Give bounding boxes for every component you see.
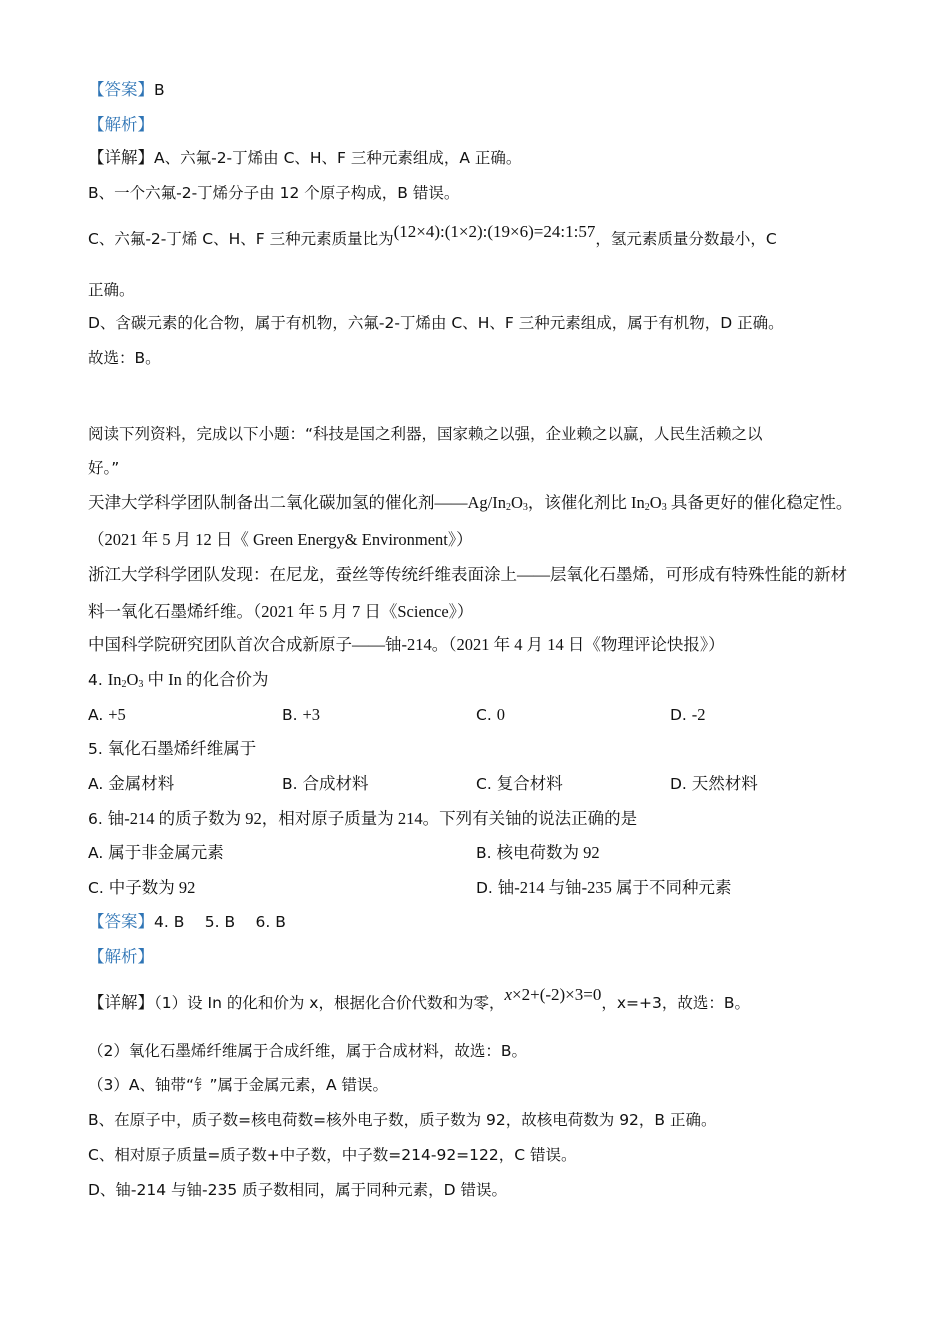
stem-part: In: [107, 670, 122, 689]
sub: 2: [644, 502, 650, 513]
option-label: C.: [88, 879, 109, 897]
p1-o: O: [511, 493, 523, 512]
detail-line-a: [88, 147, 521, 169]
option-label: B.: [282, 706, 303, 724]
detail2-line-2: （2）氧化石墨烯纤维属于合成纤维，属于合成材料，故选：B。: [88, 1042, 527, 1060]
q6-option-a[interactable]: [88, 842, 224, 864]
q6-option-b[interactable]: [476, 842, 600, 864]
option-text: 天然材料: [691, 774, 758, 793]
option-text: 金属材料: [108, 774, 175, 793]
answer-value: B: [154, 81, 165, 99]
mass-ratio-formula: (12×4):(1×2):(19×6)=24:1:57: [393, 222, 596, 241]
detail2-line-1: [88, 985, 751, 1014]
answer-line-1: [88, 79, 165, 101]
option-label: A.: [88, 706, 109, 724]
answer-tag: 【答案】: [88, 912, 154, 931]
passage-p2-2: 料一氧化石墨烯纤维。（2021 年 5 月 7 日《Science》）: [88, 602, 474, 621]
detail-line-b: B、一个六氟-2-丁烯分子由 12 个原子构成，B 错误。: [88, 184, 460, 202]
option-label: C.: [476, 706, 497, 724]
passage-intro-2: 好。”: [88, 459, 120, 477]
option-label: B.: [282, 775, 303, 793]
detail-line-c: [88, 222, 777, 250]
detail2-text-1-post: ，x=+3，故选：B。: [601, 994, 751, 1012]
formula-rest: ×2+(-2)×3=0: [512, 985, 602, 1004]
stem-part: 中 In 的化合价为: [143, 670, 269, 689]
option-text: 0: [496, 705, 505, 724]
sub: 3: [661, 502, 667, 513]
passage-p2-1: 浙江大学科学团队发现：在尼龙，蚕丝等传统纤维表面涂上——层氧化石墨烯，可形成有特殊性能的新材: [88, 565, 847, 584]
p1-mid: ，该催化剂比 In: [527, 493, 645, 512]
question-4-stem: [108, 670, 269, 689]
option-label: D.: [670, 706, 692, 724]
detail-text-c: C、六氟-2-丁烯 C、H、F 三种元素质量比为: [88, 230, 394, 248]
sub: 3: [522, 502, 528, 513]
detail2-line-4: B、在原子中，质子数=核电荷数=核外电子数，质子数为 92，故核电荷数为 92，B 正确。: [88, 1111, 717, 1129]
option-text: 合成材料: [302, 774, 369, 793]
option-label: C.: [476, 775, 497, 793]
question-4: [88, 669, 269, 691]
q6-option-d[interactable]: [476, 877, 732, 899]
detail2-text-1: （1）设 In 的化和价为 x，根据化合价代数和为零，: [154, 994, 505, 1012]
p1-text: 天津大学科学团队制备出二氧化碳加氢的催化剂——Ag/In: [88, 493, 506, 512]
question-5-stem: 氧化石墨烯纤维属于: [107, 739, 257, 758]
question-number: 4.: [88, 671, 108, 689]
option-label: A.: [88, 844, 109, 862]
sub: 3: [138, 679, 144, 690]
option-text: 核电荷数为 92: [496, 843, 600, 862]
q4-option-b[interactable]: [282, 704, 320, 726]
choose-line: 故选：B。: [88, 349, 161, 367]
option-text: 铀-214 与铀-235 属于不同种元素: [497, 878, 732, 897]
q5-option-a[interactable]: [88, 773, 174, 795]
q5-option-b[interactable]: [282, 773, 369, 795]
valence-formula: [504, 985, 601, 1004]
answer-line-2: [88, 911, 286, 933]
detail2-line-5: C、相对原子质量=质子数+中子数，中子数=214-92=122，C 错误。: [88, 1146, 577, 1164]
detail2-line-3: （3）A、铀带“钅”属于金属元素，A 错误。: [88, 1076, 389, 1094]
sub: 2: [506, 502, 511, 513]
q6-option-c[interactable]: [88, 877, 195, 899]
detail-line-d: D、含碳元素的化合物，属于有机物，六氟-2-丁烯由 C、H、F 三种元素组成，属于有机物，D 正确。: [88, 314, 784, 332]
option-text: +3: [302, 705, 321, 724]
analysis-tag: 【解析】: [88, 947, 154, 966]
question-number: 5.: [88, 740, 108, 758]
q4-option-c[interactable]: [476, 704, 505, 726]
question-number: 6.: [88, 810, 108, 828]
q5-option-c[interactable]: [476, 773, 563, 795]
passage-p3: 中国科学院研究团队首次合成新原子——铀-214。（2021 年 4 月 14 日《物理评论快报》）: [88, 635, 725, 654]
q5-option-d[interactable]: [670, 773, 758, 795]
formula-var: x: [504, 985, 513, 1004]
question-6-stem: 铀-214 的质子数为 92，相对原子质量为 214。下列有关铀的说法正确的是: [107, 809, 638, 828]
option-text: -2: [691, 705, 706, 724]
answer-tag: 【答案】: [88, 80, 154, 99]
option-label: B.: [476, 844, 497, 862]
option-label: D.: [670, 775, 692, 793]
option-text: 复合材料: [496, 774, 563, 793]
passage-intro-1: 阅读下列资料，完成以下小题：“科技是国之利器，国家赖之以强，企业赖之以赢，人民生活赖之以: [88, 425, 763, 443]
answer-value: 4. B 5. B 6. B: [154, 913, 286, 931]
q4-option-a[interactable]: [88, 704, 126, 726]
sub: 2: [121, 679, 127, 690]
option-text: +5: [108, 705, 126, 724]
detail-tag: 【详解】: [88, 993, 154, 1012]
option-label: A.: [88, 775, 109, 793]
p1-post: 具备更好的催化稳定性。: [666, 493, 853, 512]
analysis-tag: 【解析】: [88, 115, 154, 134]
detail-line-c-cont: 正确。: [88, 281, 135, 299]
question-6: [88, 808, 637, 830]
passage-p1-source: （2021 年 5 月 12 日《 Green Energy& Environment》）: [88, 530, 473, 549]
question-5: [88, 738, 256, 760]
q4-option-d[interactable]: [670, 704, 706, 726]
detail-text-a: A、六氟-2-丁烯由 C、H、F 三种元素组成，A 正确。: [154, 149, 522, 167]
stem-part: O: [126, 670, 139, 689]
detail-text-c-post: ，氢元素质量分数最小，C: [595, 230, 777, 248]
option-text: 中子数为 92: [108, 878, 196, 897]
option-label: D.: [476, 879, 498, 897]
p1-o2: O: [649, 493, 662, 512]
passage-p1: [88, 492, 852, 514]
option-text: 属于非金属元素: [108, 843, 224, 862]
detail2-line-6: D、铀-214 与铀-235 质子数相同，属于同种元素，D 错误。: [88, 1181, 508, 1199]
detail-tag: 【详解】: [88, 148, 154, 167]
